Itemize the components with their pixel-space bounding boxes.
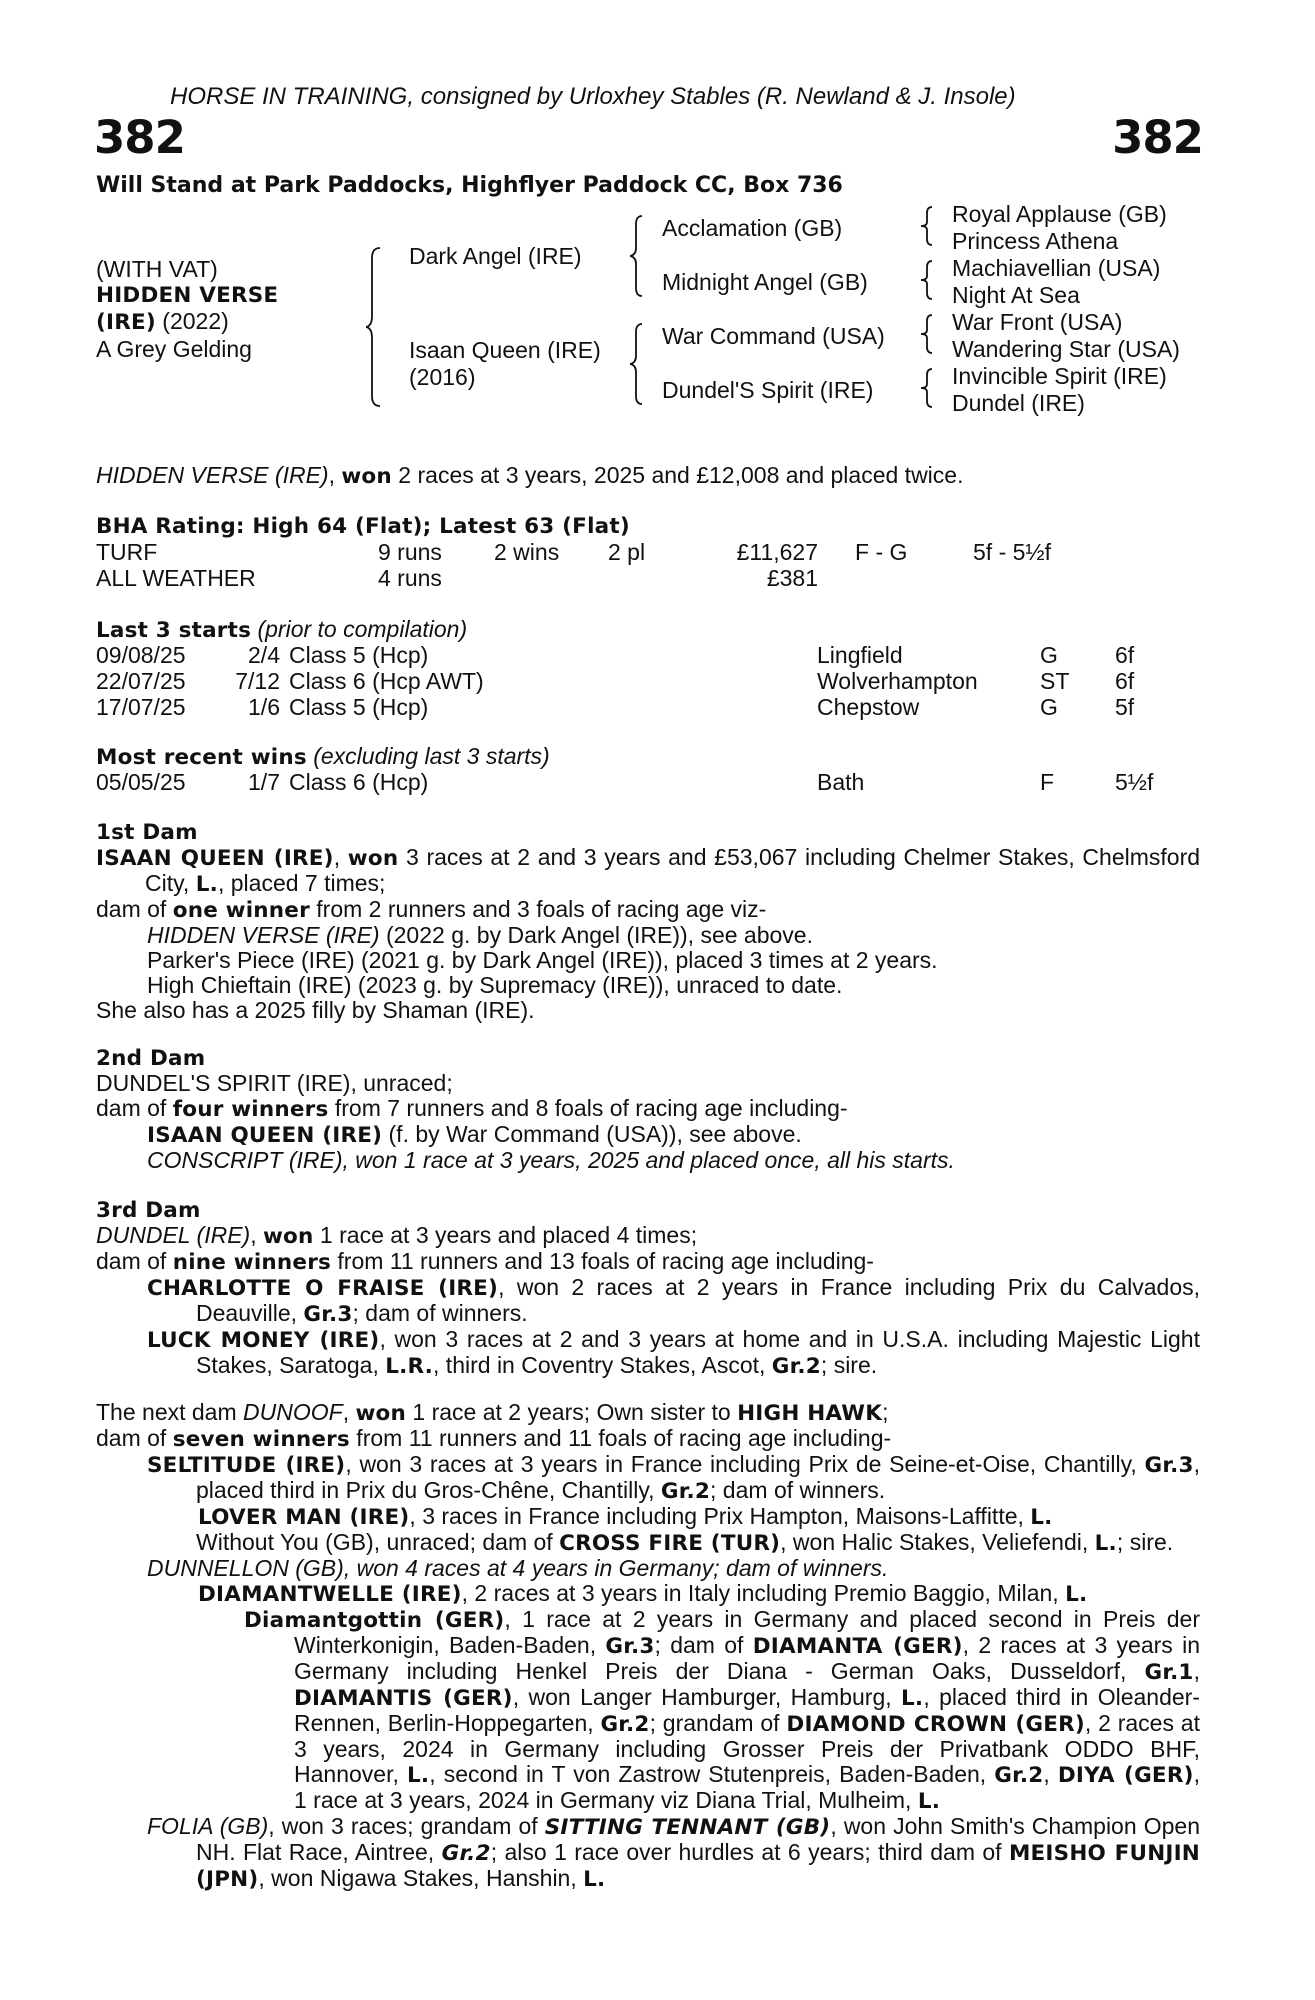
start-race: Class 6 (Hcp AWT) [289, 668, 484, 694]
start-distance: 5f [1115, 694, 1135, 720]
pedigree-ddd: Dundel (IRE) [952, 390, 1085, 416]
start-position: 1/6 [248, 694, 280, 720]
pedigree-sds: Machiavellian (USA) [952, 255, 1161, 281]
rating-row-prize: £381 [766, 565, 818, 591]
summary-horse-name: HIDDEN VERSE (IRE) [96, 462, 329, 488]
pedigree-ssd: Princess Athena [952, 228, 1119, 254]
win-going: F [1040, 769, 1055, 795]
pedigree-dds: Invincible Spirit (IRE) [952, 363, 1167, 389]
second-dam-produce: dam of four winners from 7 runners and 8 foals of racing age including- [96, 1095, 848, 1122]
start-date: 09/08/25 [96, 642, 186, 668]
rating-row-prize: £11,627 [736, 539, 818, 565]
next-dam-daughter: FOLIA (GB), won 3 races; grandam of SITTING TENNANT (GB), won John Smith's Champion Open NH. Flat Race, Aintree, Gr.2; also 1 race over hurdles at 6 years; third dam of MEISHO FUNJIN (JPN), won Nigawa Stakes, Hanshin, L. [147, 1813, 1201, 1892]
start-race: Class 5 (Hcp) [289, 642, 429, 668]
second-dam-heading: 2nd Dam [96, 1046, 206, 1071]
next-dam-grandchild: DIAMANTWELLE (IRE), 2 races at 3 years in Italy including Premio Baggio, Milan, L. [198, 1580, 1088, 1607]
first-dam-produce: dam of one winner from 2 runners and 3 foals of racing age viz- [96, 896, 767, 923]
start-date: 22/07/25 [96, 668, 186, 694]
start-going: G [1040, 642, 1058, 668]
win-course: Bath [817, 769, 865, 795]
first-dam-section [96, 820, 1200, 1023]
third-dam-record: DUNDEL (IRE), won 1 race at 3 years and placed 4 times; [96, 1222, 698, 1249]
start-race: Class 5 (Hcp) [289, 694, 429, 720]
third-dam-section [96, 1198, 1200, 1379]
first-dam-foal: HIDDEN VERSE (IRE) (2022 g. by Dark Angel (IRE)), see above. [147, 922, 813, 948]
first-dam-foal: Parker's Piece (IRE) (2021 g. by Dark Angel (IRE)), placed 3 times at 2 years. [147, 947, 938, 973]
ds-brace [920, 313, 938, 355]
summary-rest: 2 races at 3 years, 2025 and £12,008 and placed twice. [391, 462, 964, 488]
pedigree-sd: Midnight Angel (GB) [662, 269, 868, 295]
dd-brace [920, 367, 938, 409]
start-position: 2/4 [248, 642, 280, 668]
lot-number-left: 382 [94, 111, 185, 164]
second-dam-section [96, 1046, 1200, 1173]
win-position: 1/7 [248, 769, 280, 795]
win-race: Class 6 (Hcp) [289, 769, 429, 795]
vat-note: (WITH VAT) [96, 256, 218, 282]
recent-title: Most recent wins [96, 745, 307, 770]
rating-row-distance: 5f - 5½f [973, 539, 1051, 565]
next-dam-produce: dam of seven winners from 11 runners and 11 foals of racing age including- [96, 1425, 892, 1452]
sire-brace [630, 214, 650, 298]
pedigree-dam-year: (2016) [409, 364, 476, 390]
third-dam-heading: 3rd Dam [96, 1198, 201, 1223]
pedigree-dd: Dundel'S Spirit (IRE) [662, 377, 874, 403]
third-dam-winner: LUCK MONEY (IRE), won 3 races at 2 and 3 years at home and in U.S.A. including Majestic Light Stakes, Saratoga, L.R., third in Coventry Stakes, Ascot, Gr.2; sire. [147, 1326, 1200, 1379]
second-dam-line: DUNDEL'S SPIRIT (IRE), unraced; [96, 1070, 453, 1096]
sd-brace [920, 259, 938, 301]
rating-row-surface: ALL WEATHER [96, 565, 256, 591]
recent-wins-heading [96, 744, 550, 770]
bha-rating-title: BHA Rating: High 64 (Flat); Latest 63 (Flat) [96, 514, 630, 539]
rating-row-runs: 4 runs [378, 565, 442, 591]
consignment-line: HORSE IN TRAINING, consigned by Urloxhey Stables (R. Newland & J. Insole) [170, 83, 1016, 110]
start-course: Chepstow [817, 694, 920, 720]
rating-row-wins: 2 wins [494, 539, 560, 565]
win-distance: 5½f [1115, 769, 1154, 795]
start-distance: 6f [1115, 642, 1135, 668]
second-dam-winner: CONSCRIPT (IRE), won 1 race at 3 years, 2025 and placed once, all his starts. [147, 1147, 955, 1173]
pedigree-sire: Dark Angel (IRE) [409, 243, 582, 269]
start-date: 17/07/25 [96, 694, 186, 720]
first-dam-record: ISAAN QUEEN (IRE), won 3 races at 2 and 3 years and £53,067 including Chelmer Stakes, Chelmsford City, L., placed 7 times; [96, 844, 1201, 897]
horse-country: (IRE) [96, 310, 156, 335]
next-dam-grandchild: Without You (GB), unraced; dam of CROSS FIRE (TUR), won Halic Stakes, Veliefendi, L.; sire. [196, 1529, 1174, 1556]
pedigree-sss: Royal Applause (GB) [952, 201, 1167, 227]
next-dam-daughter: DUNNELLON (GB), won 4 races at 4 years in Germany; dam of winners. [147, 1555, 889, 1581]
third-dam-winner: CHARLOTTE O FRAISE (IRE), won 2 races at 2 years in France including Prix du Calvados, Deauville, Gr.3; dam of winners. [147, 1274, 1200, 1327]
start-distance: 6f [1115, 668, 1135, 694]
race-summary: HIDDEN VERSE (IRE), won 2 races at 3 years, 2025 and £12,008 and placed twice. [96, 462, 964, 489]
pedigree-dss: War Front (USA) [952, 309, 1123, 335]
pedigree-sdd: Night At Sea [952, 282, 1080, 308]
horse-name: HIDDEN VERSE [96, 283, 279, 308]
second-dam-winner: ISAAN QUEEN (IRE) (f. by War Command (USA)), see above. [147, 1121, 802, 1148]
first-dam-also: She also has a 2025 filly by Shaman (IRE). [96, 997, 535, 1023]
recent-note: (excluding last 3 starts) [313, 743, 550, 769]
horse-origin [96, 309, 229, 335]
lot-number-right: 382 [1112, 111, 1203, 164]
next-dam-section [96, 1400, 1200, 1892]
pedigree-ss: Acclamation (GB) [662, 215, 843, 241]
rating-row-runs: 9 runs [378, 539, 442, 565]
summary-won: won [341, 464, 392, 489]
start-going: G [1040, 694, 1058, 720]
dam-brace [630, 322, 650, 406]
pedigree-main-brace [366, 246, 390, 408]
pedigree-ds: War Command (USA) [662, 323, 885, 349]
third-dam-produce: dam of nine winners from 11 runners and 13 foals of racing age including- [96, 1248, 874, 1275]
first-dam-heading: 1st Dam [96, 820, 198, 845]
next-dam-grandchild: Diamantgottin (GER), 1 race at 2 years in Germany and placed second in Preis der Winterkonigin, Baden-Baden, Gr.3; dam of DIAMANTA (GER), 2 races at 3 years in Germany including Henkel Preis der Diana - German Oaks, Dusseldorf, Gr.1, DIAMANTIS (GER), won Langer Hamburger, Hamburg, L., placed third in Oleander-Rennen, Berlin-Hoppegarten, Gr.2; grandam of DIAMOND CROWN (GER), 2 races at 3 years, 2024 in Germany including Grosser Preis der Privatbank ODDO BHF, Hannover, L., second in T von Zastrow Stutenpreis, Baden-Baden, Gr.2, DIYA (GER), 1 race at 3 years, 2024 in Germany viz Diana Trial, Mulheim, L. [244, 1606, 1200, 1814]
start-course: Wolverhampton [817, 668, 978, 694]
pedigree-dsd: Wandering Star (USA) [952, 336, 1180, 362]
pedigree-dam: Isaan Queen (IRE) [409, 337, 601, 363]
rating-row-surface: TURF [96, 539, 158, 565]
start-course: Lingfield [817, 642, 903, 668]
win-date: 05/05/25 [96, 769, 186, 795]
rating-row-places: 2 pl [608, 539, 646, 565]
ss-brace [920, 205, 938, 247]
last3-title: Last 3 starts [96, 618, 252, 643]
rating-row-going: F - G [855, 539, 908, 565]
stand-location: Will Stand at Park Paddocks, Highflyer Paddock CC, Box 736 [96, 173, 843, 198]
next-dam-winner: SELTITUDE (IRE), won 3 races at 3 years in France including Prix de Seine-et-Oise, Chantilly, Gr.3, placed third in Prix du Gros-Chêne, Chantilly, Gr.2; dam of winners. [147, 1451, 1201, 1504]
last3-note: (prior to compilation) [257, 616, 468, 642]
first-dam-foal: High Chieftain (IRE) (2023 g. by Supremacy (IRE)), unraced to date. [147, 972, 843, 998]
horse-year: (2022) [162, 308, 229, 334]
next-dam-record: The next dam DUNOOF, won 1 race at 2 years; Own sister to HIGH HAWK; [96, 1399, 889, 1426]
start-position: 7/12 [235, 668, 280, 694]
horse-description: A Grey Gelding [96, 336, 252, 362]
last3-heading [96, 617, 467, 643]
start-going: ST [1040, 668, 1070, 694]
next-dam-grandchild: LOVER MAN (IRE), 3 races in France including Prix Hampton, Maisons-Laffitte, L. [198, 1503, 1053, 1530]
